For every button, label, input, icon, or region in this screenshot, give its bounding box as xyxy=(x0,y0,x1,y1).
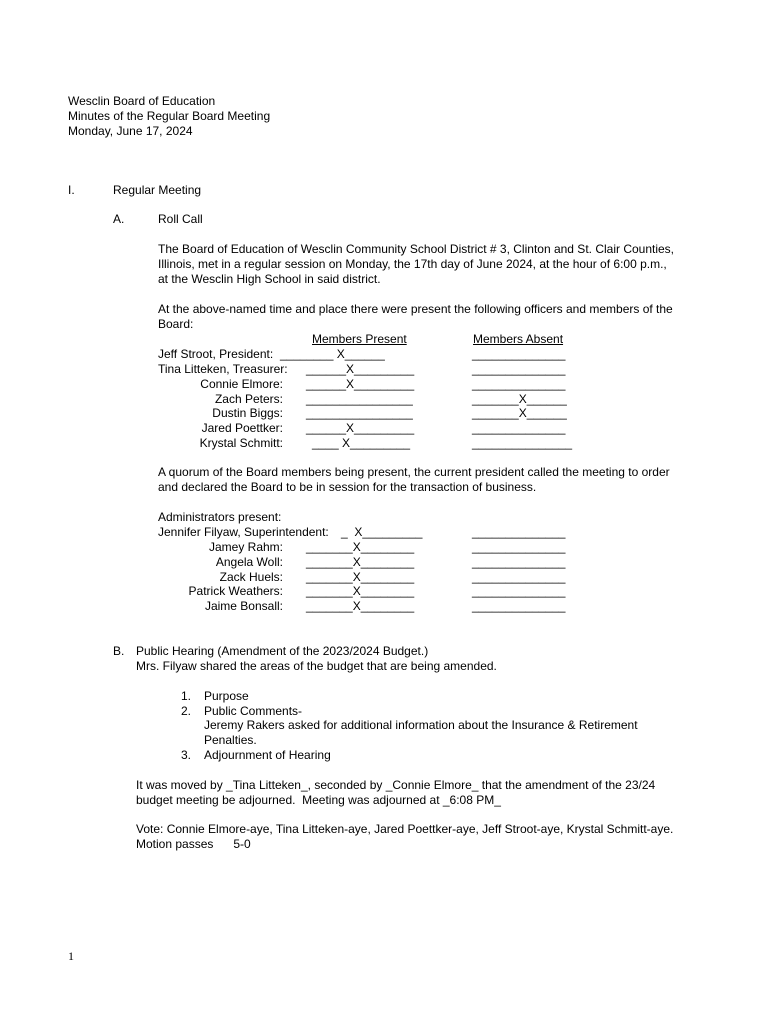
admin-absent-mark: ______________ xyxy=(472,555,566,569)
member-name: Jared Poettker: xyxy=(201,421,283,435)
member-absent-mark: ______________ xyxy=(472,377,566,391)
list-item: Purpose xyxy=(204,689,249,703)
list-number: 1. xyxy=(181,689,192,703)
admin-absent-mark: ______________ xyxy=(472,584,566,598)
list-item: Penalties. xyxy=(204,733,257,747)
admin-absent-mark: ______________ xyxy=(472,599,566,613)
member-name: Dustin Biggs: xyxy=(212,406,283,420)
member-absent-mark: ______________ xyxy=(472,362,566,376)
member-present-mark: ____ X_________ xyxy=(312,436,411,450)
member-name: Connie Elmore: xyxy=(200,377,283,391)
member-present-mark: ________ X______ xyxy=(280,347,385,361)
intro-line: at the Wesclin High School in said district. xyxy=(158,272,381,286)
member-present-mark: ________________ xyxy=(306,406,413,420)
subsection-letter: A. xyxy=(113,212,125,226)
admin-present-mark: _______X________ xyxy=(306,555,415,569)
list-item: Public Comments- xyxy=(204,704,303,718)
list-number: 2. xyxy=(181,704,192,718)
member-name: Jeff Stroot, President: xyxy=(158,347,274,361)
subsection-subtitle: Mrs. Filyaw shared the areas of the budget that are being amended. xyxy=(136,659,497,673)
members-present-header: Members Present xyxy=(312,332,407,346)
list-item: Adjournment of Hearing xyxy=(204,748,331,762)
member-present-mark: ______X_________ xyxy=(306,377,415,391)
intro-line: Illinois, met in a regular session on Monday, the 17th day of June 2024, at the hour of 6:00 p.m., xyxy=(158,257,667,271)
admin-name: Zack Huels: xyxy=(219,570,283,584)
member-absent-mark: _______X______ xyxy=(472,392,567,406)
quorum-text: A quorum of the Board members being present, the current president called the meeting to order xyxy=(158,465,670,479)
motion-text: budget meeting be adjourned. Meeting was adjourned at _6:08 PM_ xyxy=(136,793,501,807)
member-present-mark: ________________ xyxy=(306,392,413,406)
intro-line: The Board of Education of Wesclin Community School District # 3, Clinton and St. Clair Counties, xyxy=(158,242,675,256)
motion-text: It was moved by _Tina Litteken_, seconded by _Connie Elmore_ that the amendment of the 23/24 xyxy=(136,778,656,792)
admin-present-mark: _______X________ xyxy=(306,584,415,598)
member-absent-mark: ______________ xyxy=(472,347,566,361)
document-title: Minutes of the Regular Board Meeting xyxy=(68,109,271,123)
member-absent-mark: _______________ xyxy=(472,436,573,450)
list-item: Jeremy Rakers asked for additional information about the Insurance & Retirement xyxy=(204,718,638,732)
admin-name: Patrick Weathers: xyxy=(188,584,283,598)
admin-present-mark: _______X________ xyxy=(306,540,415,554)
org-name: Wesclin Board of Education xyxy=(68,94,216,108)
section-number: I. xyxy=(68,183,75,197)
quorum-text: and declared the Board to be in session for the transaction of business. xyxy=(158,480,537,494)
admin-absent-mark: ______________ xyxy=(472,540,566,554)
subsection-title: Public Hearing (Amendment of the 2023/2024 Budget.) xyxy=(136,644,429,658)
attendance-intro: At the above-named time and place there were present the following officers and members of the xyxy=(158,302,673,316)
member-present-mark: ______X_________ xyxy=(306,421,415,435)
admin-name: Jaime Bonsall: xyxy=(204,599,283,613)
admin-present-mark: _ X_________ xyxy=(341,525,423,539)
vote-result: Motion passes 5-0 xyxy=(136,837,251,851)
meeting-date: Monday, June 17, 2024 xyxy=(68,124,193,138)
subsection-letter: B. xyxy=(113,644,125,658)
member-present-mark: ______X_________ xyxy=(306,362,415,376)
admin-present-mark: _______X________ xyxy=(306,570,415,584)
attendance-intro: Board: xyxy=(158,317,194,331)
admin-absent-mark: ______________ xyxy=(472,525,566,539)
members-absent-header: Members Absent xyxy=(473,332,564,346)
section-title: Regular Meeting xyxy=(113,183,202,197)
admin-name: Angela Woll: xyxy=(215,555,283,569)
member-name: Zach Peters: xyxy=(214,392,283,406)
vote-text: Vote: Connie Elmore-aye, Tina Litteken-aye, Jared Poettker-aye, Jeff Stroot-aye, Krystal Schmitt-aye. xyxy=(136,822,674,836)
admin-name: Jennifer Filyaw, Superintendent: xyxy=(158,525,329,539)
admin-heading: Administrators present: xyxy=(158,510,282,524)
admin-present-mark: _______X________ xyxy=(306,599,415,613)
admin-name: Jamey Rahm: xyxy=(208,540,283,554)
list-number: 3. xyxy=(181,748,192,762)
member-absent-mark: _______X______ xyxy=(472,406,567,420)
member-absent-mark: ______________ xyxy=(472,421,566,435)
member-name: Tina Litteken, Treasurer: xyxy=(158,362,288,376)
member-name: Krystal Schmitt: xyxy=(199,436,283,450)
subsection-title: Roll Call xyxy=(158,212,203,226)
admin-absent-mark: ______________ xyxy=(472,570,566,584)
page-number: 1 xyxy=(68,949,74,963)
